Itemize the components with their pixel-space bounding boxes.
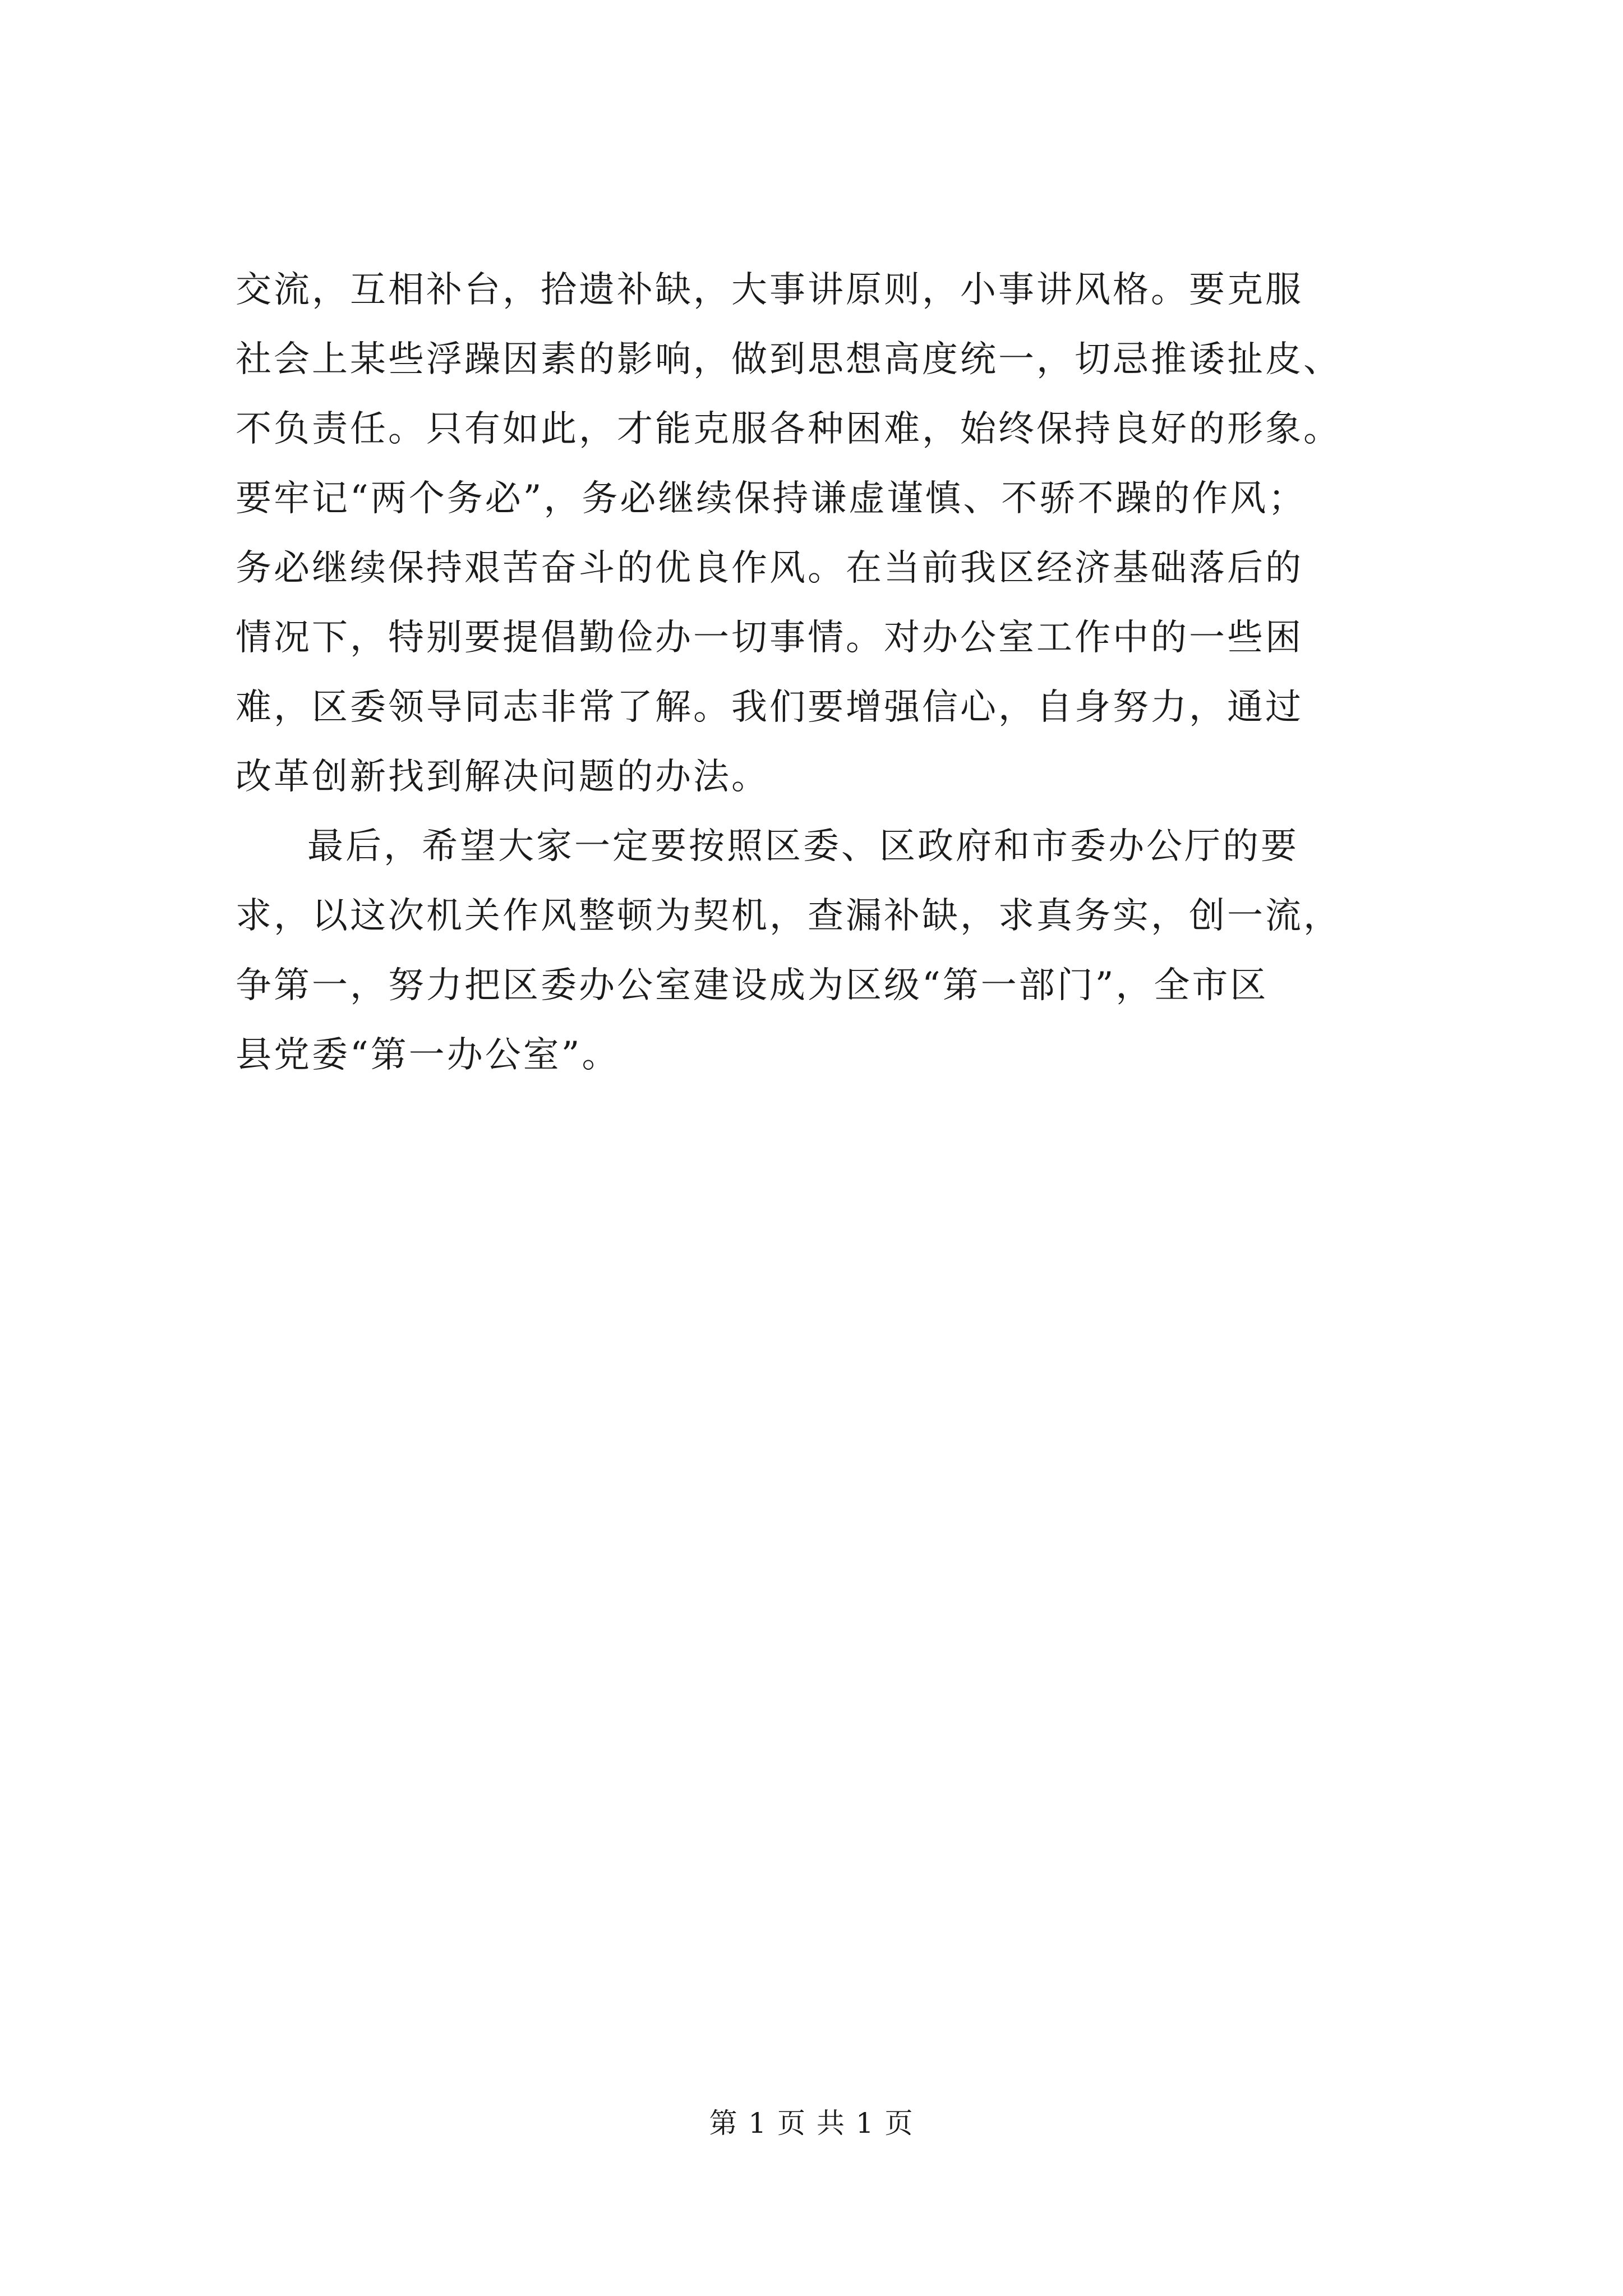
text-line: 交流，互相补台，拾遗补缺，大事讲原则，小事讲风格。要克服 — [236, 269, 1303, 311]
paragraph-2 — [236, 812, 1424, 1090]
text-line: 难，区委领导同志非常了解。我们要增强信心，自身努力，通过 — [236, 687, 1303, 728]
text-line: 改革创新找到解决问题的办法。 — [236, 756, 769, 798]
text-line: 不负责任。只有如此，才能克服各种困难，始终保持良好的形象。 — [236, 408, 1341, 450]
text-line: 情况下，特别要提倡勤俭办一切事情。对办公室工作中的一些困 — [236, 617, 1303, 659]
text-line: 务必继续保持艰苦奋斗的优良作风。在当前我区经济基础落后的 — [236, 547, 1303, 589]
paragraph-1 — [236, 255, 1424, 812]
text-line: 争第一，努力把区委办公室建设成为区级“第一部门”，全市区 — [236, 965, 1269, 1006]
text-line: 社会上某些浮躁因素的影响，做到思想高度统一，切忌推诿扯皮、 — [236, 339, 1341, 380]
text-line: 要牢记“两个务必”，务必继续保持谦虚谨慎、不骄不躁的作风； — [236, 478, 1307, 519]
document-body — [236, 255, 1424, 1090]
text-line: 最后，希望大家一定要按照区委、区政府和市委办公厅的要 — [307, 826, 1299, 867]
text-line: 县党委“第一办公室”。 — [236, 1034, 620, 1076]
page-number: 第 1 页 共 1 页 — [709, 2107, 914, 2139]
page-footer — [0, 2106, 1623, 2140]
text-line: 求，以这次机关作风整顿为契机，查漏补缺，求真务实，创一流， — [236, 895, 1341, 937]
